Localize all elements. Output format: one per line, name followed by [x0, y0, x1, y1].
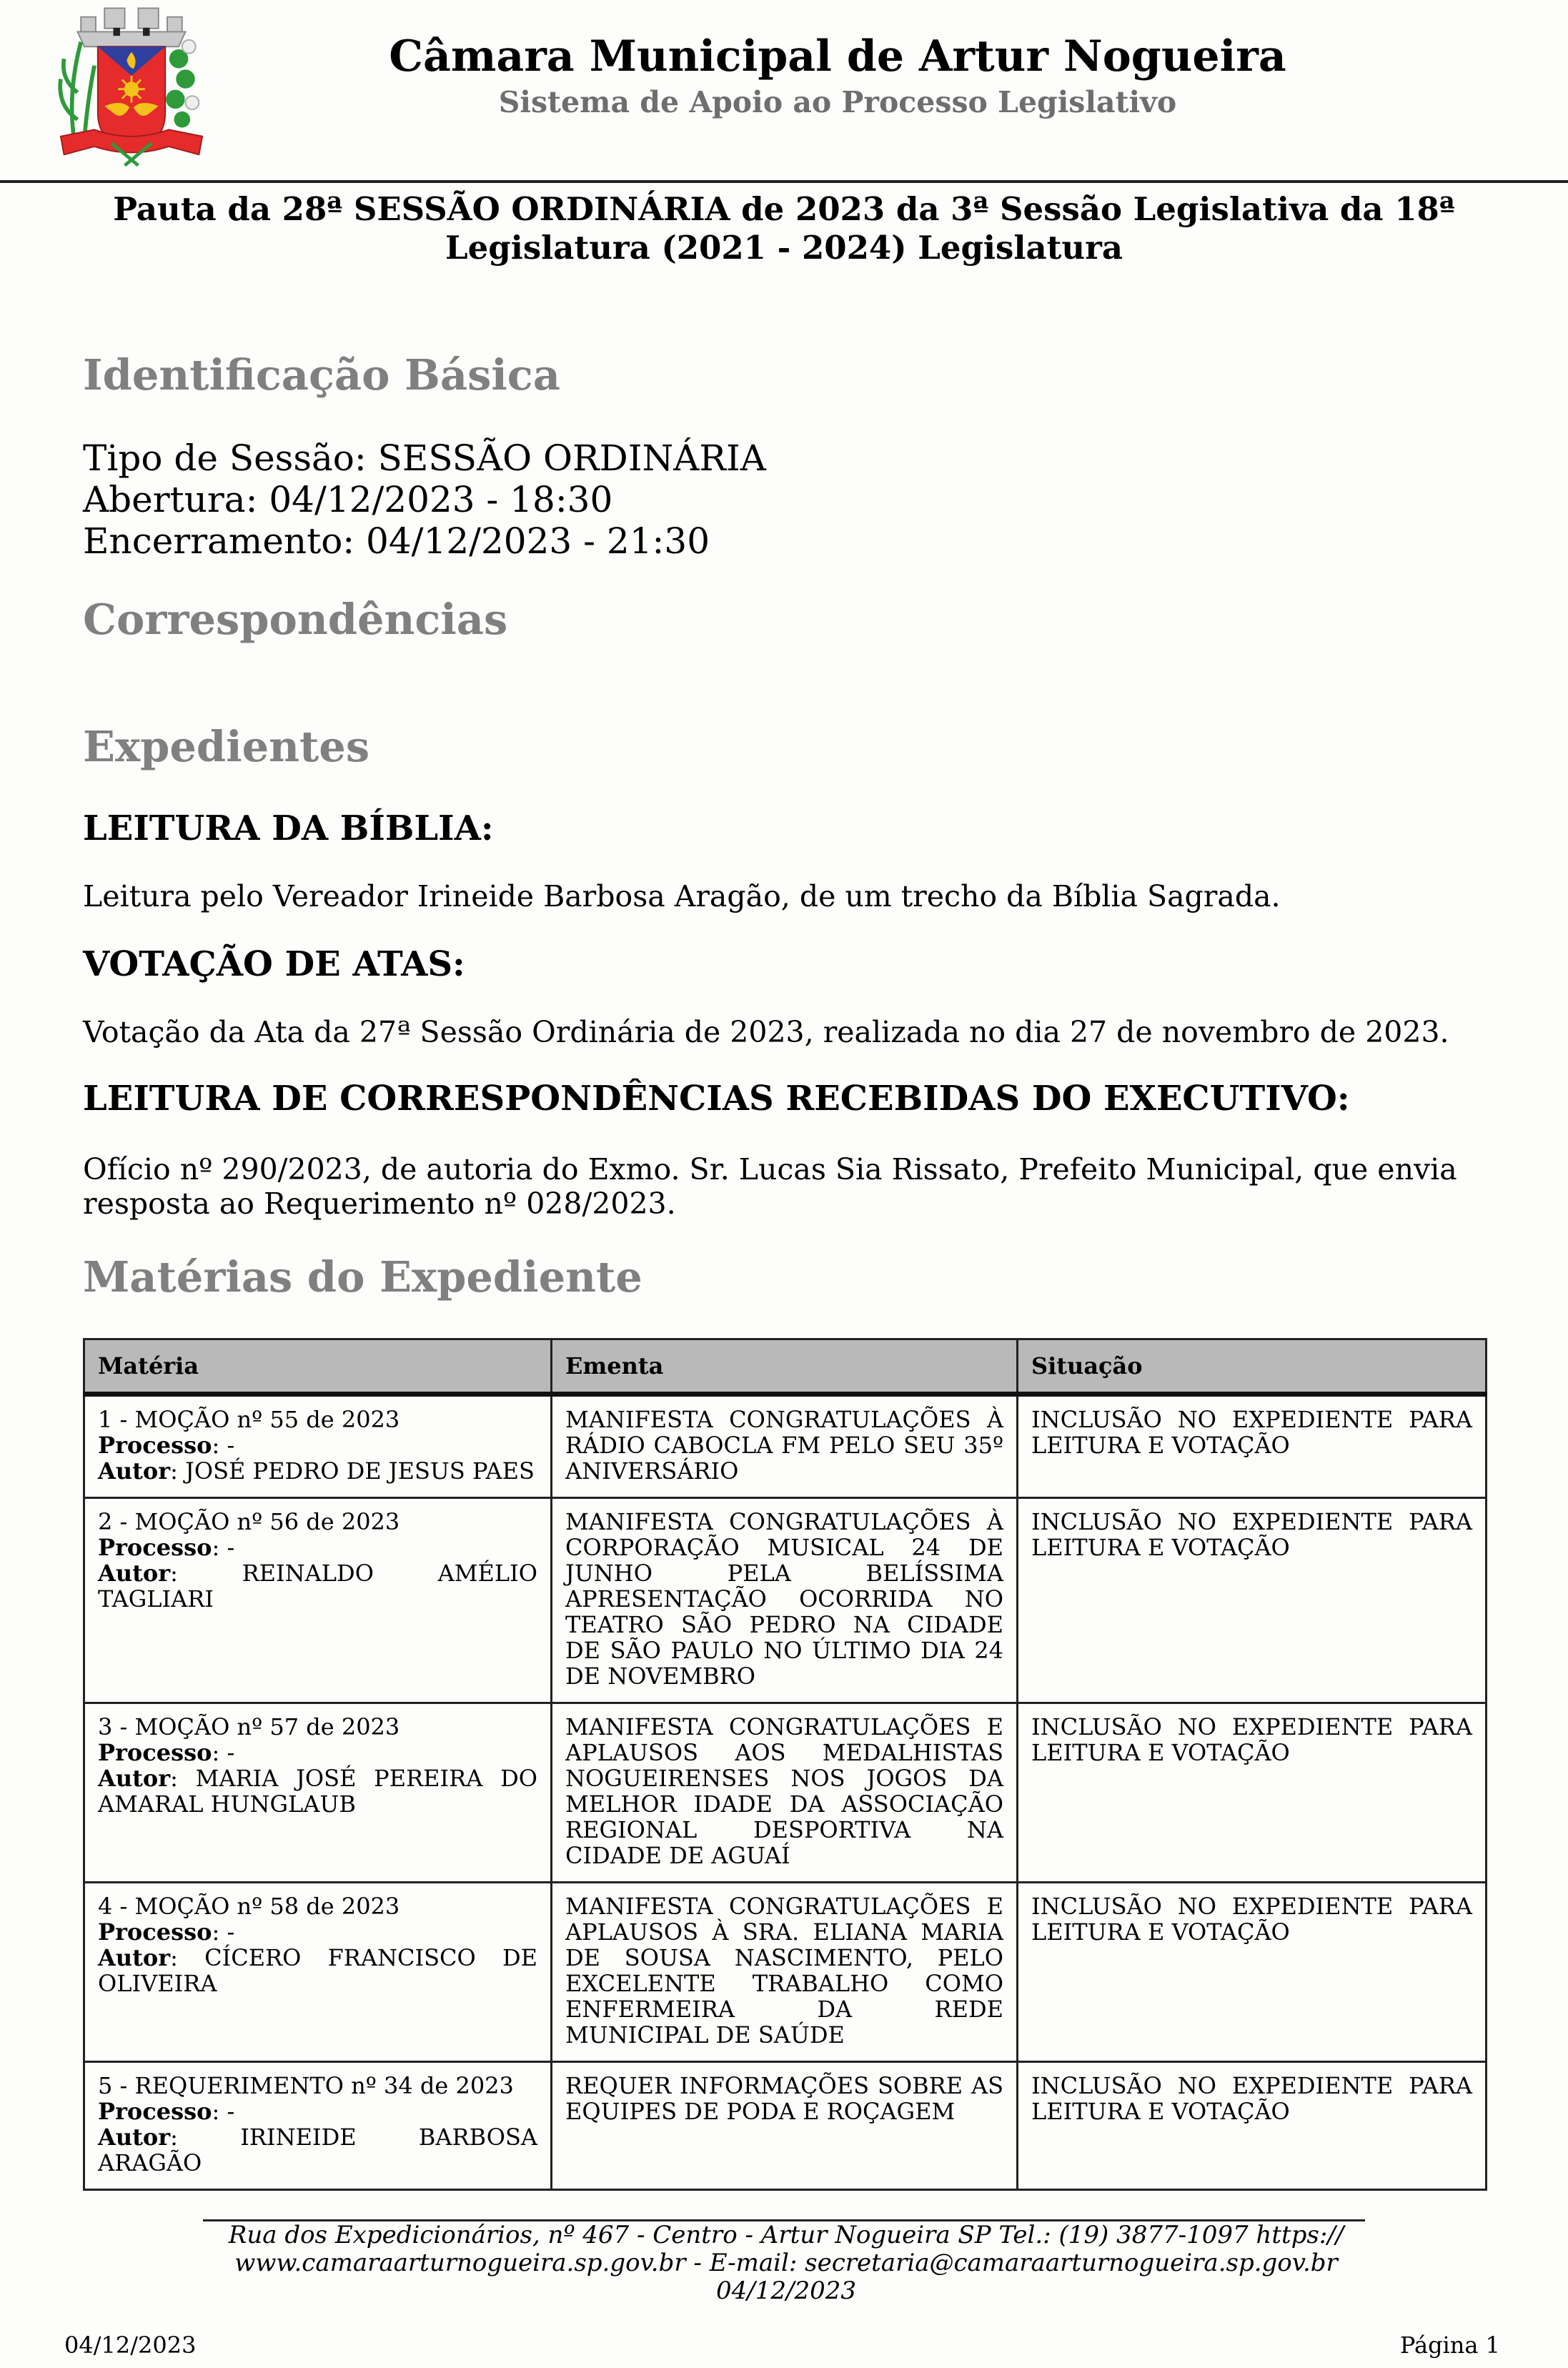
- materia-title: 1 - MOÇÃO nº 55 de 2023: [98, 1406, 400, 1433]
- materia-title: 3 - MOÇÃO nº 57 de 2023: [98, 1713, 400, 1740]
- ementa-cell: REQUER INFORMAÇÕES SOBRE AS EQUIPES DE PODA E ROÇAGEM: [552, 2062, 1018, 2190]
- page-number: Página 1: [1399, 2332, 1500, 2359]
- materia-title: 4 - MOÇÃO nº 58 de 2023: [98, 1893, 400, 1920]
- section-heading-materias: Matérias do Expediente: [83, 1252, 642, 1302]
- autor-value: : JOSÉ PEDRO DE JESUS PAES: [170, 1457, 535, 1485]
- ementa-cell: MANIFESTA CONGRATULAÇÕES E APLAUSOS AOS MEDALHISTAS NOGUEIRENSES NOS JOGOS DA MELHOR IDADE DA ASSOCIAÇÃO REGIONAL DESPORTIVA NA CIDADE DE AGUAÍ: [552, 1703, 1018, 1883]
- ementa-cell: MANIFESTA CONGRATULAÇÕES À RÁDIO CABOCLA FM PELO SEU 35º ANIVERSÁRIO: [552, 1394, 1018, 1498]
- session-opening: Abertura: 04/12/2023 - 18:30: [83, 479, 613, 520]
- processo-label: Processo: [98, 1739, 212, 1766]
- processo-label: Processo: [98, 1432, 212, 1459]
- system-name: Sistema de Apoio ao Processo Legislativo: [498, 85, 1177, 119]
- column-header-situacao: Situação: [1018, 1339, 1487, 1394]
- situacao-cell: INCLUSÃO NO EXPEDIENTE PARA LEITURA E VOTAÇÃO: [1018, 1883, 1487, 2062]
- footer-date: 04/12/2023: [716, 2277, 856, 2305]
- autor-label: Autor: [98, 1457, 171, 1485]
- materia-cell: [84, 1394, 552, 1498]
- materia-processo: [98, 1535, 537, 1560]
- materia-autor: [98, 2124, 537, 2176]
- expediente-text: Ofício nº 290/2023, de autoria do Exmo. Sr. Lucas Sia Rissato, Prefeito Municipal, que envia resposta ao Requerimento nº 028/2023.: [83, 1152, 1457, 1221]
- materia-cell: [84, 1703, 552, 1883]
- materia-autor: [98, 1458, 537, 1484]
- processo-value: : -: [212, 1918, 235, 1946]
- autor-label: Autor: [98, 1765, 171, 1792]
- column-header-ementa: Ementa: [552, 1339, 1018, 1394]
- session-closing: Encerramento: 04/12/2023 - 21:30: [83, 520, 710, 562]
- organization-name: Câmara Municipal de Artur Nogueira: [389, 31, 1286, 81]
- autor-value: : REINALDO AMÉLIO TAGLIARI: [98, 1560, 537, 1612]
- section-heading-correspondencias: Correspondências: [83, 595, 508, 644]
- expediente-title: LEITURA DE CORRESPONDÊNCIAS RECEBIDAS DO EXECUTIVO:: [83, 1079, 1350, 1119]
- autor-label: Autor: [98, 1560, 171, 1587]
- expediente-title: LEITURA DA BÍBLIA:: [83, 808, 494, 848]
- processo-label: Processo: [98, 1918, 212, 1946]
- section-heading-identificacao: Identificação Básica: [83, 350, 560, 400]
- table-row: [84, 1883, 1487, 2062]
- materia-autor: [98, 1560, 537, 1612]
- table-row: [84, 1394, 1487, 1498]
- page-date: 04/12/2023: [64, 2332, 197, 2359]
- autor-value: : MARIA JOSÉ PEREIRA DO AMARAL HUNGLAUB: [98, 1765, 537, 1818]
- situacao-cell: INCLUSÃO NO EXPEDIENTE PARA LEITURA E VOTAÇÃO: [1018, 1394, 1487, 1498]
- autor-value: : IRINEIDE BARBOSA ARAGÃO: [98, 2124, 537, 2176]
- ementa-cell: MANIFESTA CONGRATULAÇÕES E APLAUSOS À SRA. ELIANA MARIA DE SOUSA NASCIMENTO, PELO EXCELENTE TRABALHO COMO ENFERMEIRA DA REDE MUNICIPAL DE SAÚDE: [552, 1883, 1018, 2062]
- materia-processo: [98, 2099, 537, 2124]
- autor-label: Autor: [98, 1944, 171, 1971]
- materia-processo: [98, 1919, 537, 1945]
- materia-cell: [84, 2062, 552, 2190]
- situacao-cell: INCLUSÃO NO EXPEDIENTE PARA LEITURA E VOTAÇÃO: [1018, 2062, 1487, 2190]
- table-header-row: [84, 1339, 1487, 1394]
- session-type: Tipo de Sessão: SESSÃO ORDINÁRIA: [83, 437, 766, 479]
- processo-label: Processo: [98, 1534, 212, 1561]
- materias-table: [83, 1338, 1487, 2191]
- materia-title: 5 - REQUERIMENTO nº 34 de 2023: [98, 2072, 514, 2099]
- footer-address: [179, 2221, 1394, 2305]
- expediente-text: Leitura pelo Vereador Irineide Barbosa Aragão, de um trecho da Bíblia Sagrada.: [83, 879, 1281, 913]
- processo-value: : -: [212, 1432, 235, 1459]
- processo-label: Processo: [98, 2098, 212, 2125]
- expediente-text: Votação da Ata da 27ª Sessão Ordinária de 2023, realizada no dia 27 de novembro de 2023.: [83, 1015, 1449, 1049]
- situacao-cell: INCLUSÃO NO EXPEDIENTE PARA LEITURA E VOTAÇÃO: [1018, 1703, 1487, 1883]
- table-row: [84, 1498, 1487, 1703]
- document-title: Pauta da 28ª SESSÃO ORDINÁRIA de 2023 da 3ª Sessão Legislativa da 18ª Legislatura (2021 - 2024) Legislatura: [113, 190, 1455, 267]
- processo-value: : -: [212, 1739, 235, 1766]
- expediente-title: VOTAÇÃO DE ATAS:: [83, 944, 465, 984]
- situacao-cell: INCLUSÃO NO EXPEDIENTE PARA LEITURA E VOTAÇÃO: [1018, 1498, 1487, 1703]
- processo-value: : -: [212, 1534, 235, 1561]
- materia-autor: [98, 1945, 537, 1996]
- table-row: [84, 2062, 1487, 2190]
- footer-contact: Rua dos Expedicionários, nº 467 - Centro - Artur Nogueira SP Tel.: (19) 3877-1097 https:// www.camaraarturnogueira.sp.gov.br - E-mail: secretaria@camaraarturnogueira.sp.gov.br: [228, 2221, 1344, 2277]
- materia-autor: [98, 1765, 537, 1817]
- materia-processo: [98, 1432, 537, 1458]
- section-heading-expedientes: Expedientes: [83, 722, 370, 771]
- processo-value: : -: [212, 2098, 235, 2125]
- materia-cell: [84, 1498, 552, 1703]
- materia-processo: [98, 1740, 537, 1765]
- column-header-materia: Matéria: [84, 1339, 552, 1394]
- table-row: [84, 1703, 1487, 1883]
- materia-title: 2 - MOÇÃO nº 56 de 2023: [98, 1508, 400, 1535]
- autor-label: Autor: [98, 2124, 171, 2151]
- document-header: [0, 0, 1568, 183]
- autor-value: : CÍCERO FRANCISCO DE OLIVEIRA: [98, 1944, 537, 1997]
- ementa-cell: MANIFESTA CONGRATULAÇÕES À CORPORAÇÃO MUSICAL 24 DE JUNHO PELA BELÍSSIMA APRESENTAÇÃO OCORRIDA NO TEATRO SÃO PEDRO NA CIDADE DE SÃO PAULO NO ÚLTIMO DIA 24 DE NOVEMBRO: [552, 1498, 1018, 1703]
- materia-cell: [84, 1883, 552, 2062]
